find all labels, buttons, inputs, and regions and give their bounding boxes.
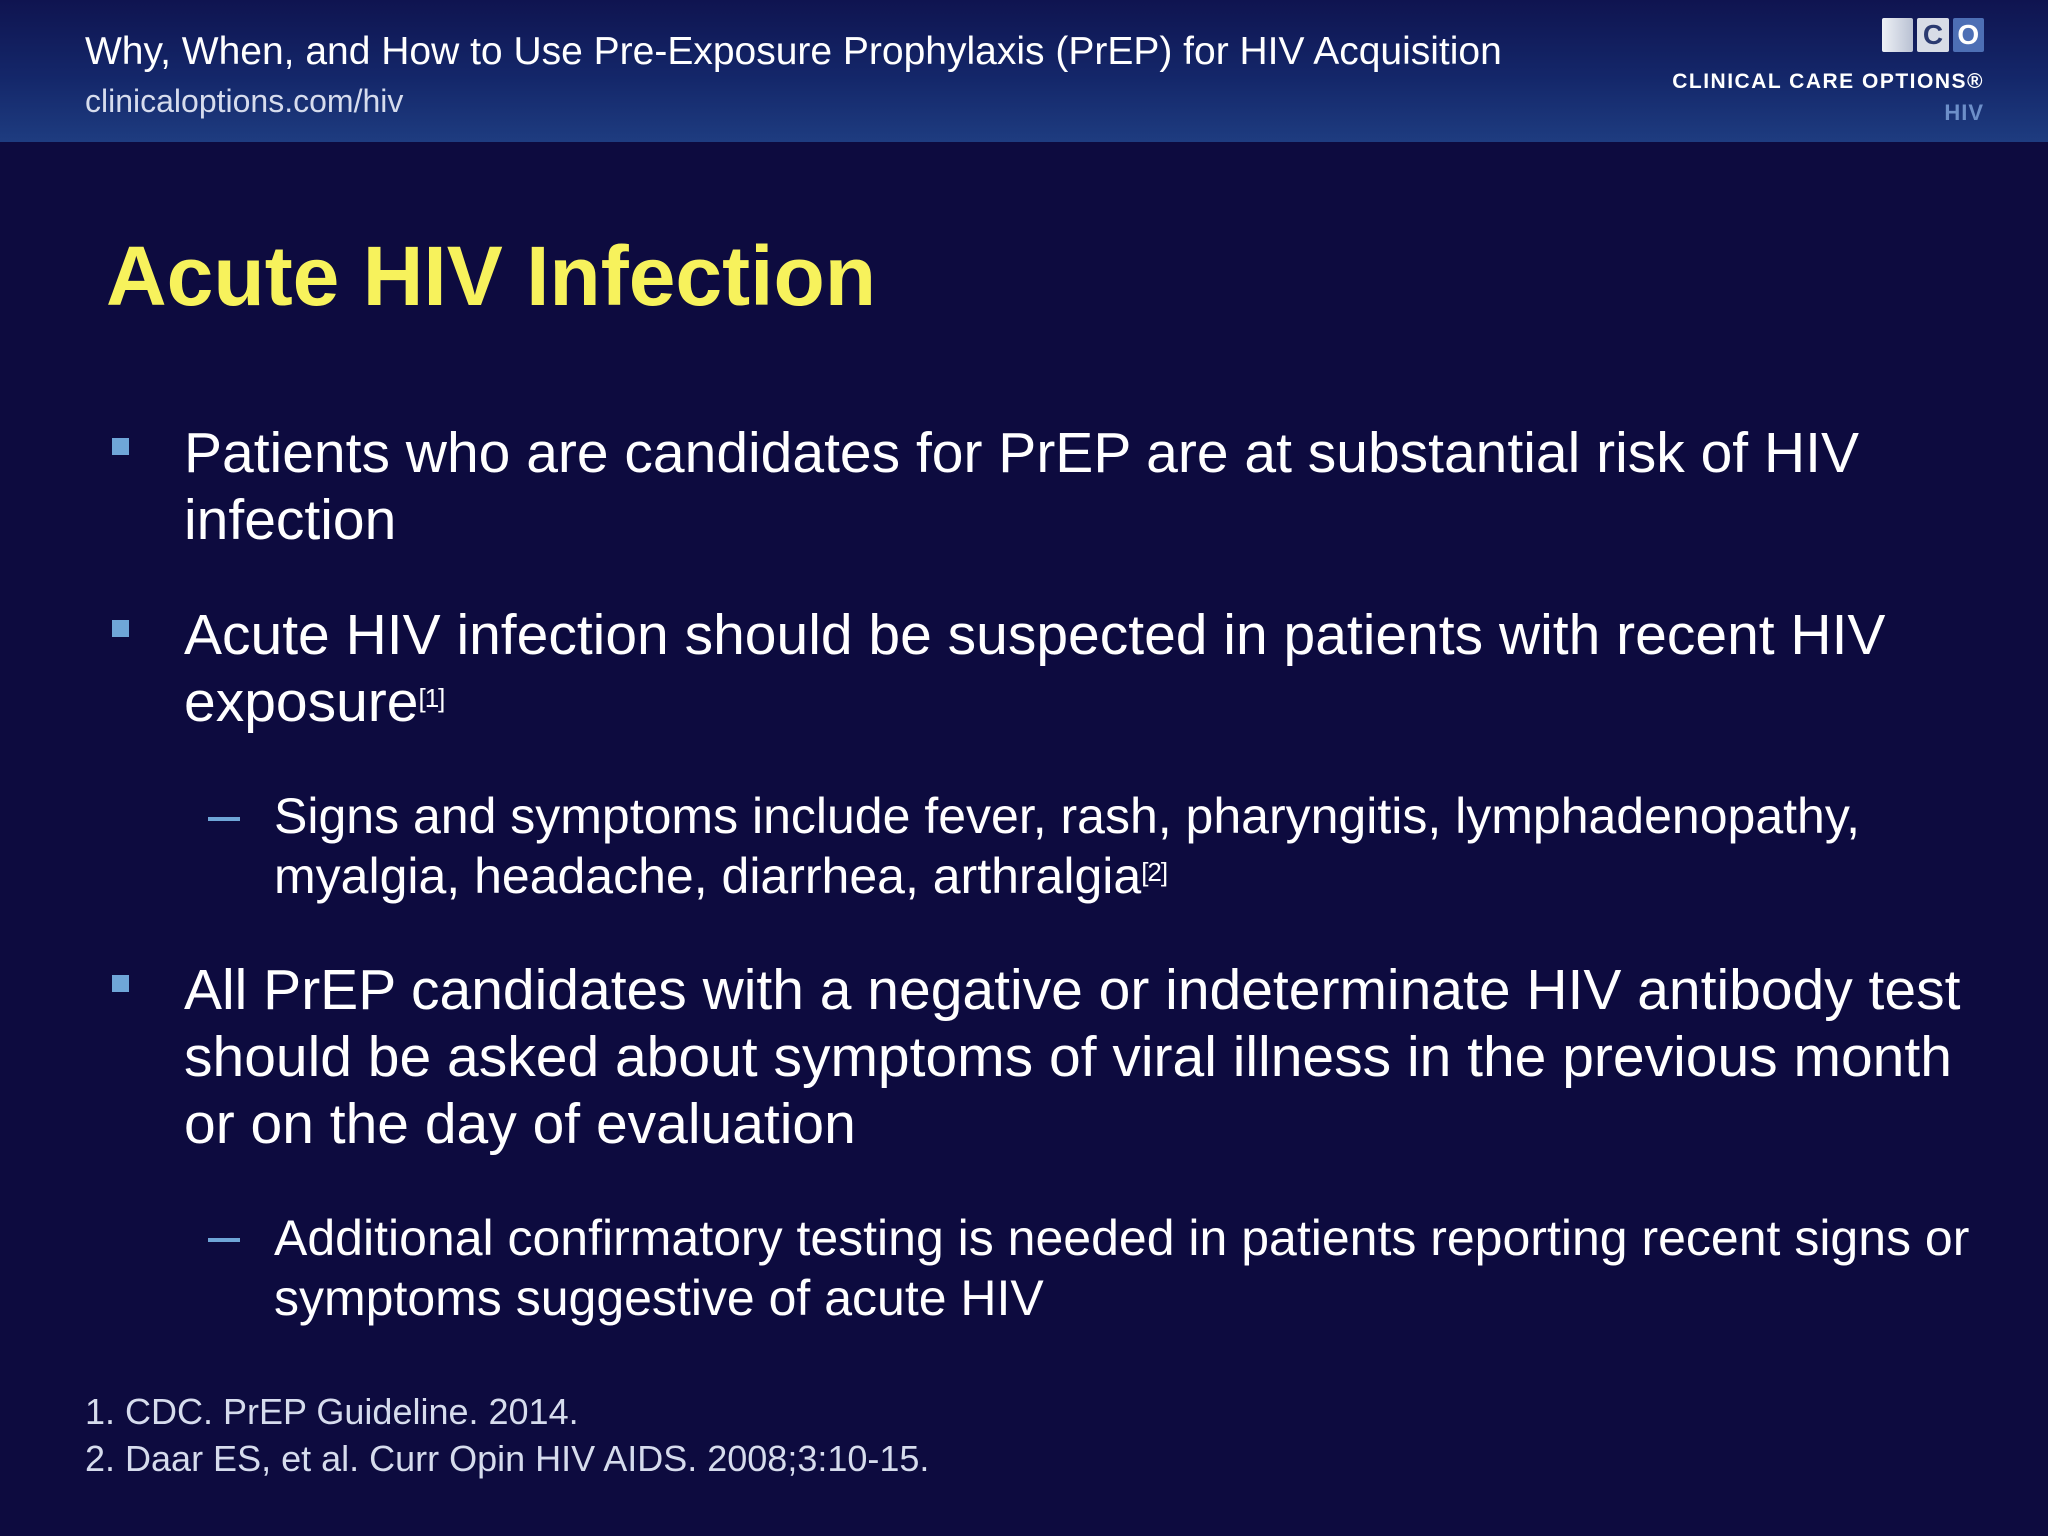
logo-letter-o: O — [1957, 19, 1980, 50]
logo-block-c2 — [1917, 18, 1948, 52]
sub-bullet-1-text: Signs and symptoms include fever, rash, pharyngitis, lymphadenopathy, myalgia, headache, diarrhea, arthralgia — [274, 788, 1861, 904]
dash-marker-icon — [208, 817, 240, 821]
bullet-2-text: Acute HIV infection should be suspected in patients with recent HIV exposure — [184, 603, 1886, 734]
header-url: clinicaloptions.com/hiv — [85, 83, 404, 119]
bullet-1-text: Patients who are candidates for PrEP are at substantial risk of HIV infection — [184, 421, 1859, 552]
bullet-text — [184, 957, 1984, 1158]
logo-name: CLINICAL CARE OPTIONS® — [1672, 70, 1984, 93]
bullet-marker-icon — [112, 620, 129, 637]
bullet-marker-icon — [112, 438, 129, 455]
citation-ref: [2] — [1141, 857, 1168, 887]
logo-block-o — [1953, 18, 1984, 52]
header-bar — [0, 0, 2048, 142]
logo-sub: HIV — [1944, 100, 1984, 125]
bullet-text — [184, 602, 1984, 736]
bullet-3-text: All PrEP candidates with a negative or indeterminate HIV antibody test should be asked about symptoms of viral illness in the previous month or on the day of evaluation — [184, 958, 1961, 1156]
citation-ref: [1] — [418, 683, 445, 713]
reference-item: 1. CDC. PrEP Guideline. 2014. — [85, 1391, 579, 1432]
sub-bullet-text — [274, 1208, 1994, 1328]
logo-letter-c: C — [1922, 19, 1944, 50]
bullet-text — [184, 420, 1984, 554]
bullet-marker-icon — [112, 975, 129, 992]
references — [85, 1388, 929, 1482]
sub-bullet-2-text: Additional confirmatory testing is needed in patients reporting recent signs or symptoms suggestive of acute HIV — [274, 1210, 1970, 1326]
presentation-title: Why, When, and How to Use Pre-Exposure Prophylaxis (PrEP) for HIV Acquisition — [85, 30, 1502, 73]
reference-item: 2. Daar ES, et al. Curr Opin HIV AIDS. 2008;3:10-15. — [85, 1438, 930, 1479]
cco-logo — [1672, 18, 1984, 128]
sub-bullet-text — [274, 786, 1994, 906]
slide-title: Acute HIV Infection — [106, 229, 877, 323]
dash-marker-icon — [208, 1238, 240, 1242]
cco-logo-icon — [1882, 18, 1984, 52]
logo-block-c1 — [1882, 18, 1913, 52]
